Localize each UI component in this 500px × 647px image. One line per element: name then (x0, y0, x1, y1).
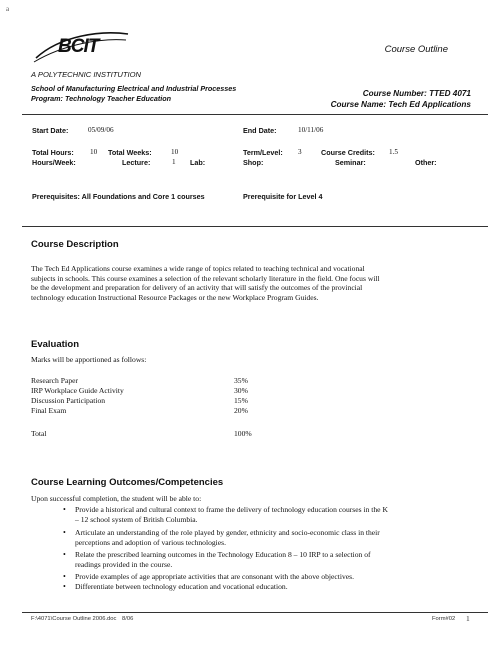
course-description-text (31, 264, 491, 302)
lecture-value: 1 (172, 158, 176, 166)
other-label: Other: (415, 158, 437, 167)
course-credits-value: 1.5 (389, 148, 398, 156)
evaluation-percent: 30% (234, 386, 248, 395)
bullet-icon: • (63, 582, 66, 591)
evaluation-intro: Marks will be apportioned as follows: (31, 355, 147, 364)
evaluation-heading: Evaluation (31, 339, 80, 350)
hours-week-label: Hours/Week: (32, 158, 76, 167)
page-number: 1 (466, 614, 470, 623)
evaluation-row: Research Paper (31, 376, 79, 385)
total-weeks-label: Total Weeks: (108, 148, 152, 157)
total-hours-value: 10 (90, 148, 98, 156)
footer-file-tag: 8/06 (122, 616, 134, 622)
outcome-line: Relate the prescribed learning outcomes in the Technology Education 8 – 10 IRP to a selection of (75, 550, 371, 559)
end-date-value: 10/11/06 (298, 126, 324, 134)
bcit-logo (30, 24, 130, 68)
course-description-heading: Course Description (31, 239, 119, 250)
footer-form-number: Form#02 (432, 616, 456, 622)
evaluation-total-value: 100% (234, 429, 252, 438)
document-type: Course Outline (384, 44, 448, 55)
description-line: The Tech Ed Applications course examines a wide range of topics related to teaching technical and vocational (31, 264, 365, 273)
school-name: School of Manufacturing Electrical and Industrial Processes (31, 84, 237, 93)
outcome-line: Articulate an understanding of the role played by gender, ethnicity and socio-economic class in their (75, 528, 380, 537)
total-weeks-value: 10 (171, 148, 179, 156)
course-number: Course Number: TTED 4071 (362, 89, 471, 98)
start-date-label: Start Date: (32, 126, 69, 135)
term-level-value: 3 (298, 148, 302, 156)
footer-file-path: F:\4071\Course Outline 2006.doc (31, 616, 117, 622)
info-rule (22, 226, 488, 227)
outcome-item (63, 528, 380, 547)
prerequisites: Prerequisites: All Foundations and Core 1 courses (32, 192, 205, 201)
description-line: be the development and preparation for delivery of an activity that will satisfy the outcomes of the provincial (31, 283, 363, 293)
outcomes-intro: Upon successful completion, the student will be able to: (31, 494, 202, 503)
header-rule (22, 114, 488, 115)
institution-tagline: A POLYTECHNIC INSTITUTION (31, 70, 141, 79)
outcome-line: Provide a historical and cultural context to frame the delivery of technology education courses in the K (75, 505, 388, 514)
outcome-line: perceptions and adoption of various technologies. (75, 537, 226, 547)
outcome-line: – 12 school system of British Columbia. (75, 514, 198, 524)
evaluation-percent: 15% (234, 396, 248, 405)
footer-filename (31, 616, 133, 622)
outcome-line: Provide examples of age appropriate activities that are consonant with the above objectives. (75, 572, 354, 581)
outcome-line: Differentiate between technology education and vocational education. (75, 582, 288, 591)
logo-wordmark: BCIT (58, 36, 99, 57)
term-level-label: Term/Level: (243, 148, 283, 157)
evaluation-row: Final Exam (31, 406, 67, 415)
prerequisite-for: Prerequisite for Level 4 (243, 192, 323, 201)
lab-label: Lab: (190, 158, 206, 167)
course-name: Course Name: Tech Ed Applications (330, 100, 471, 109)
bullet-icon: • (63, 505, 66, 514)
description-line: subjects in schools. This course examines a selection of the relevant scholarly literature in the field. One focus will (31, 273, 380, 283)
description-line: technology education Instructional Resource Packages or the new Workplace Program Guides. (31, 292, 319, 302)
page-corner-mark: a (6, 5, 10, 13)
evaluation-total-label: Total (31, 429, 47, 438)
bullet-icon: • (63, 528, 66, 537)
outcome-item (63, 582, 288, 592)
start-date-value: 05/09/06 (88, 126, 114, 134)
shop-label: Shop: (243, 158, 264, 167)
outcome-line: readings provided in the course. (75, 559, 173, 569)
course-credits-label: Course Credits: (321, 148, 375, 157)
outcomes-heading: Course Learning Outcomes/Competencies (31, 477, 224, 488)
footer-rule (22, 612, 488, 613)
evaluation-percent: 20% (234, 406, 248, 415)
end-date-label: End Date: (243, 126, 277, 135)
total-hours-label: Total Hours: (32, 148, 74, 157)
evaluation-percent: 35% (234, 376, 248, 385)
seminar-label: Seminar: (335, 158, 366, 167)
bullet-icon: • (63, 572, 66, 581)
program-name: Program: Technology Teacher Education (31, 94, 172, 103)
lecture-label: Lecture: (122, 158, 151, 167)
evaluation-row: Discussion Participation (31, 396, 106, 405)
outcome-item (63, 572, 354, 582)
outcome-item (63, 550, 371, 569)
evaluation-row: IRP Workplace Guide Activity (31, 386, 124, 395)
bullet-icon: • (63, 550, 66, 559)
outcome-item (63, 505, 388, 524)
